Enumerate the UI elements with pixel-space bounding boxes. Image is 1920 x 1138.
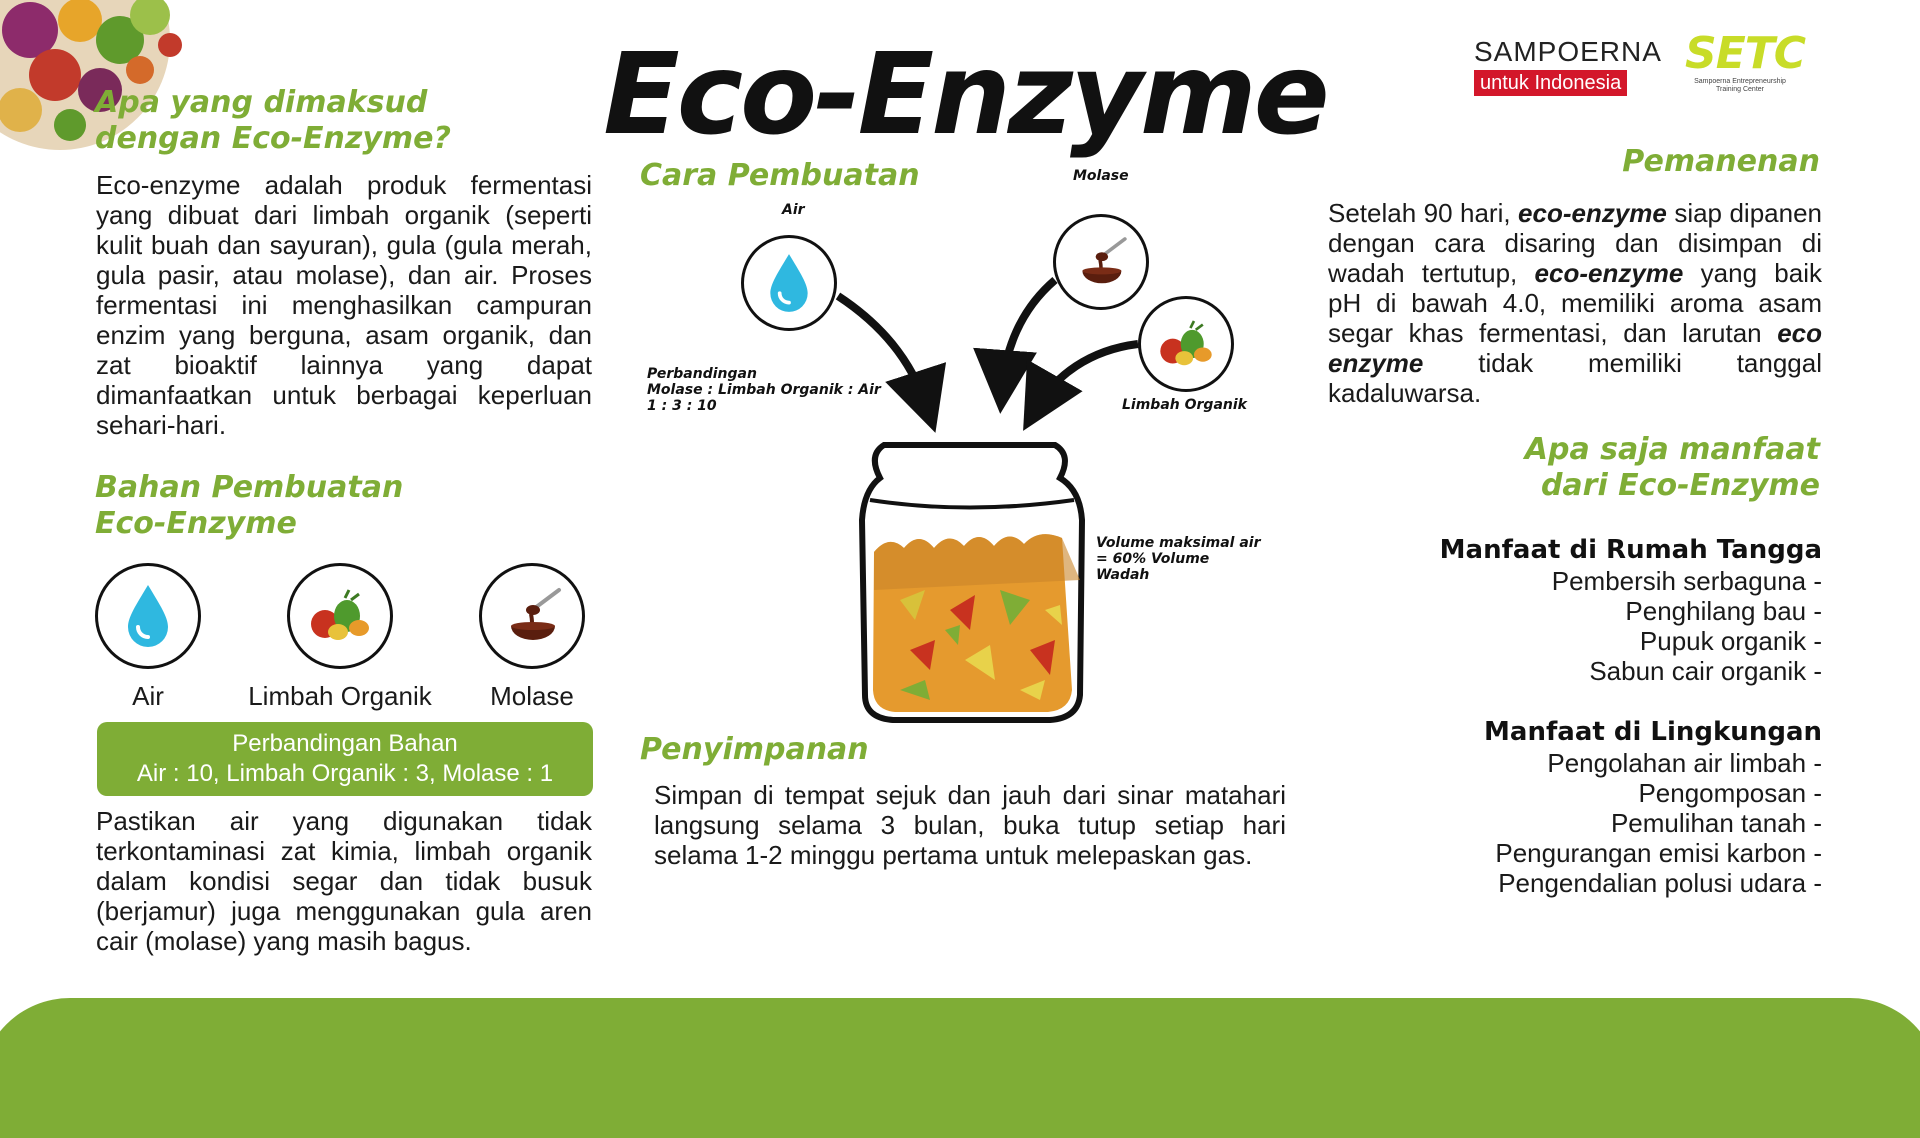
cara-pembuatan-heading: Cara Pembuatan <box>640 158 920 193</box>
cara-ratio-values: 1 : 3 : 10 <box>647 398 717 414</box>
list-item: Pengolahan air limbah - <box>1547 748 1822 778</box>
sampoerna-logo <box>1474 36 1662 96</box>
penyimpanan-heading: Penyimpanan <box>640 732 869 767</box>
pemanenan-text: tidak memiliki tanggal kadaluwarsa. <box>1328 348 1822 408</box>
molasses-bowl-icon <box>1053 214 1149 310</box>
pemanenan-paragraph <box>1328 198 1822 408</box>
manfaat-rumah-tangga <box>1402 534 1822 686</box>
manfaat-heading-line1: Apa saja manfaat <box>1524 432 1820 467</box>
step-label-air: Air <box>782 202 805 218</box>
page-title: Eco-Enzyme <box>603 30 1327 160</box>
manfaat-lingkungan-title: Manfaat di Lingkungan <box>1484 717 1822 747</box>
ingredient-limbah-organik <box>245 563 435 711</box>
step-label-molase: Molase <box>1073 168 1129 184</box>
ingredient-label: Molase <box>490 681 574 711</box>
manfaat-heading-line2: dari Eco-Enzyme <box>1540 468 1820 503</box>
setc-logo <box>1685 28 1806 94</box>
volume-note-line2: = 60% Volume Wadah <box>1096 551 1210 583</box>
list-item: Penghilang bau - <box>1625 596 1822 626</box>
volume-note <box>1096 535 1266 583</box>
ratio-box-value: Air : 10, Limbah Organik : 3, Molase : 1 <box>136 760 554 787</box>
sampoerna-logo-tagline: untuk Indonesia <box>1474 70 1627 96</box>
manfaat-rumah-title: Manfaat di Rumah Tangga <box>1439 535 1822 565</box>
pemanenan-heading: Pemanenan <box>1622 144 1820 179</box>
pemanenan-emphasis: eco-enzyme <box>1534 258 1684 288</box>
vegetables-icon <box>287 563 393 669</box>
bahan-heading-line1: Bahan Pembuatan <box>95 470 404 505</box>
list-item: Pembersih serbaguna - <box>1551 566 1822 596</box>
intro-paragraph: Eco-enzyme adalah produk fermentasi yang dibuat dari limbah organik (seperti kulit buah dan sayuran), gula (gula merah, gula pasir, atau molase), dan air. Proses fermentasi ini menghasilkan campuran enzim yang berguna, asam organik, dan zat bioaktif lainnya yang dapat dimanfaatkan untuk berbagai keperluan sehari-hari. <box>96 170 592 440</box>
bahan-heading <box>95 470 495 542</box>
pemanenan-emphasis: eco enzyme <box>1328 318 1822 378</box>
ingredient-molase <box>437 563 627 711</box>
molasses-bowl-icon <box>479 563 585 669</box>
setc-logo-mark: SETC <box>1685 28 1806 79</box>
step-label-limbah: Limbah Organik <box>1122 397 1247 413</box>
arrow-molase-to-jar <box>1002 280 1055 390</box>
cara-ratio-title: Perbandingan <box>647 366 757 382</box>
list-item: Pemulihan tanah - <box>1610 808 1822 838</box>
vegetables-icon <box>1138 296 1234 392</box>
list-item: Pengurangan emisi karbon - <box>1495 838 1822 868</box>
bahan-heading-line2: Eco-Enzyme <box>95 506 297 541</box>
pemanenan-text: yang baik pH di bawah 4.0, memiliki aroma asam segar khas fermentasi, dan larutan <box>1328 258 1822 348</box>
manfaat-lingkungan <box>1402 716 1822 898</box>
manfaat-heading <box>1420 432 1820 504</box>
bottom-band-decoration <box>0 998 1920 1138</box>
jar-illustration <box>862 445 1082 720</box>
list-item: Sabun cair organik - <box>1589 656 1822 686</box>
water-drop-icon <box>741 235 837 331</box>
ingredient-label: Limbah Organik <box>248 681 432 711</box>
ratio-box <box>97 722 593 796</box>
penyimpanan-paragraph: Simpan di tempat sejuk dan jauh dari sinar matahari langsung selama 3 bulan, buka tutup setiap hari selama 1-2 minggu pertama untuk melepaskan gas. <box>654 780 1286 870</box>
pemanenan-text: Setelah 90 hari, <box>1328 198 1519 228</box>
cara-ratio-line: Molase : Limbah Organik : Air <box>647 382 881 398</box>
water-drop-icon <box>95 563 201 669</box>
ratio-box-title: Perbandingan Bahan <box>232 730 458 757</box>
intro-heading: Apa yang dimaksud dengan Eco-Enzyme? <box>95 85 451 156</box>
cara-ratio-label <box>647 366 907 414</box>
list-item: Pengendalian polusi udara - <box>1498 868 1822 898</box>
pemanenan-text: siap dipanen dengan cara disaring dan disimpan di wadah tertutup, <box>1328 198 1822 288</box>
ingredient-label: Air <box>132 681 164 711</box>
volume-note-line1: Volume maksimal air <box>1096 535 1261 551</box>
list-item: Pupuk organik - <box>1639 626 1822 656</box>
list-item: Pengomposan - <box>1638 778 1822 808</box>
ingredient-air <box>53 563 243 711</box>
pemanenan-emphasis: eco-enzyme <box>1518 198 1667 228</box>
sampoerna-logo-name: SAMPOERNA <box>1474 36 1662 67</box>
setc-logo-subtitle: Sampoerna Entrepreneurship Training Center <box>1694 78 1786 93</box>
bahan-note: Pastikan air yang digunakan tidak terkontaminasi zat kimia, limbah organik dalam kondisi segar dan tidak busuk (berjamur) juga menggunakan gula aren cair (molase) yang masih bagus. <box>96 806 592 956</box>
